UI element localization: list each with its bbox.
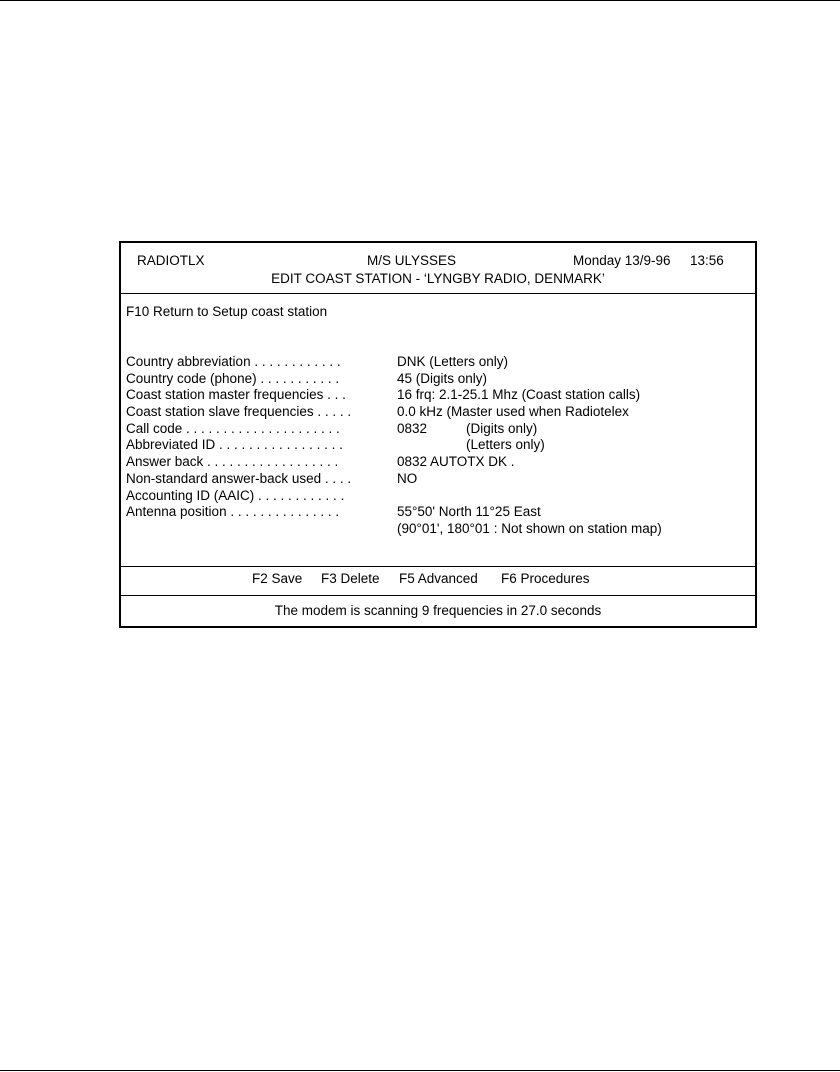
title-bar (121, 243, 755, 294)
page-top-rule (0, 0, 840, 1)
field-label: Country code (phone) . . . . . . . . . . . (126, 370, 340, 386)
field-label: Abbreviated ID . . . . . . . . . . . . . . . . . (126, 437, 343, 453)
field-value[interactable]: DNK (Letters only) (397, 354, 509, 369)
field-row-slave-frequencies[interactable] (121, 403, 755, 420)
field-row-answer-back[interactable] (121, 453, 755, 470)
coast-station-form (121, 353, 755, 537)
field-row-antenna-position[interactable] (121, 503, 755, 520)
field-row-country-code[interactable] (121, 370, 755, 387)
field-label: Coast station master frequencies . . . (126, 387, 346, 403)
field-row-call-code[interactable] (121, 420, 755, 437)
field-row-country-abbreviation[interactable] (121, 353, 755, 370)
field-hint: (Digits only) (466, 420, 538, 436)
advanced-button[interactable]: F5 Advanced (399, 571, 478, 586)
field-label: Answer back . . . . . . . . . . . . . . . . . . (126, 454, 339, 470)
app-name: RADIOTLX (137, 253, 205, 268)
procedures-button[interactable]: F6 Procedures (501, 571, 590, 586)
field-label: Country abbreviation . . . . . . . . . . . . (126, 354, 341, 369)
field-value[interactable]: 45 (Digits only) (397, 370, 488, 386)
field-value[interactable]: 0.0 kHz (Master used when Radiotelex (397, 404, 629, 420)
field-hint: (Letters only) (466, 437, 545, 453)
field-label: Call code . . . . . . . . . . . . . . . . . . . . . (126, 420, 340, 436)
field-value[interactable]: NO (397, 470, 418, 486)
page-title: EDIT COAST STATION - ‘LYNGBY RADIO, DENMARK’ (271, 271, 605, 286)
radiotelex-screen (119, 241, 757, 628)
field-value[interactable]: 16 frq: 2.1-25.1 Mhz (Coast station calls) (397, 387, 641, 403)
antenna-position-note: (90°01', 180°01 : Not shown on station map) (397, 520, 662, 536)
time-display: 13:56 (690, 253, 724, 268)
page-bottom-rule (0, 1070, 840, 1071)
delete-button[interactable]: F3 Delete (321, 571, 380, 586)
save-button[interactable]: F2 Save (252, 571, 303, 586)
ship-name: M/S ULYSSES (367, 253, 457, 268)
field-row-antenna-note (121, 520, 755, 537)
return-setup-command[interactable]: F10 Return to Setup coast station (126, 304, 328, 319)
field-label: Accounting ID (AAIC) . . . . . . . . . . . . (126, 487, 345, 503)
field-row-accounting-id[interactable] (121, 487, 755, 504)
function-key-bar (121, 566, 755, 596)
date-display: Monday 13/9-96 (573, 253, 671, 268)
field-value[interactable]: 55°50' North 11°25 East (397, 504, 541, 520)
status-bar: The modem is scanning 9 frequencies in 27.0 seconds (274, 603, 602, 618)
field-row-abbreviated-id[interactable] (121, 436, 755, 453)
field-row-master-frequencies[interactable] (121, 386, 755, 403)
field-value[interactable]: 0832 AUTOTX DK . (397, 454, 515, 470)
field-label: Antenna position . . . . . . . . . . . . . . . (126, 504, 340, 520)
field-value[interactable]: 0832 (397, 420, 428, 436)
field-label: Non-standard answer-back used . . . . (126, 470, 352, 486)
field-row-non-standard-answer-back[interactable] (121, 470, 755, 487)
field-label: Coast station slave frequencies . . . . . (126, 404, 352, 420)
